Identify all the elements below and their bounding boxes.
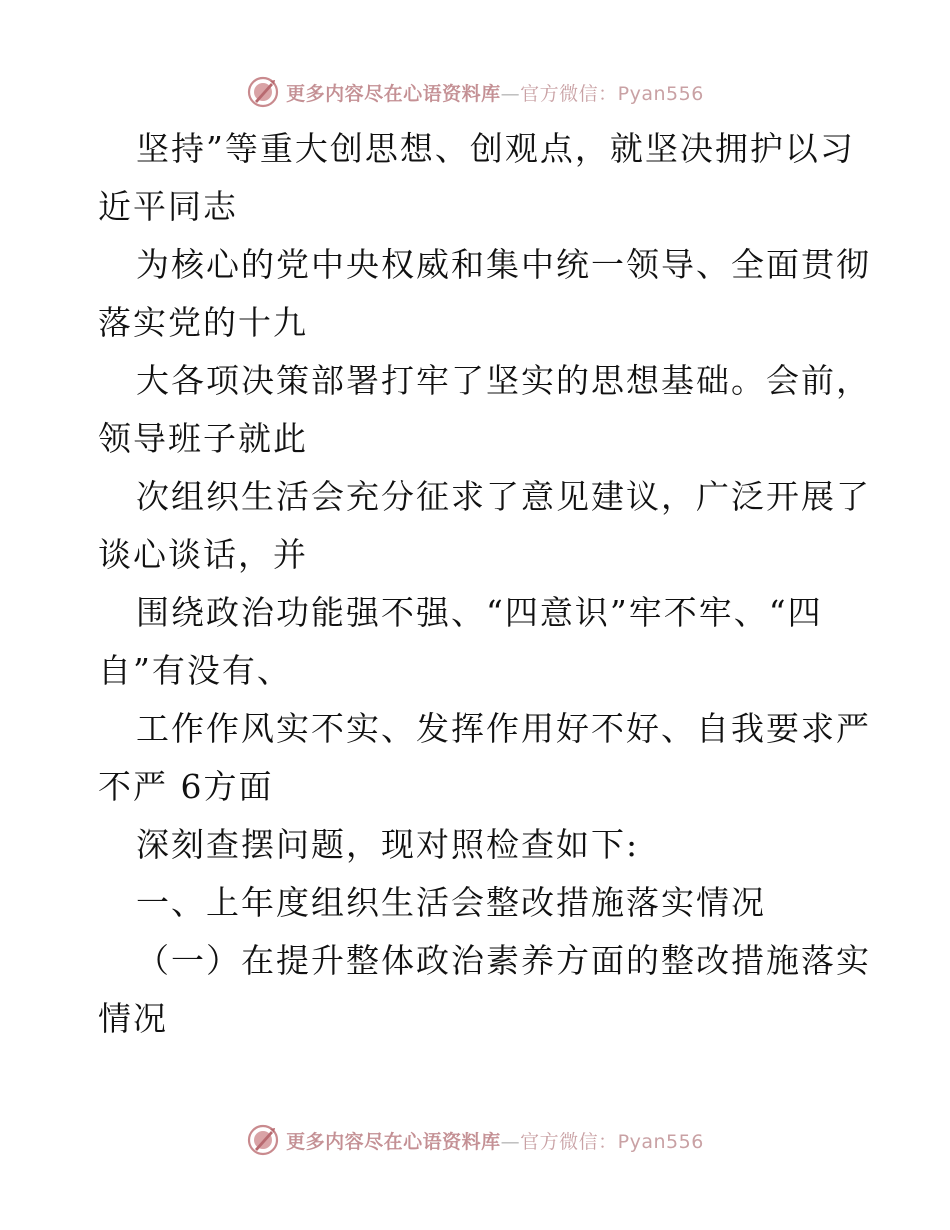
text-line: 落实党的十九 xyxy=(98,303,308,342)
watermark-main: 更多内容尽在心语资料库 xyxy=(286,1130,501,1153)
watermark-separator: — xyxy=(500,82,521,105)
quill-pen-seal-icon xyxy=(246,1123,280,1157)
text-line: 大各项决策部署打牢了坚实的思想基础。会前， xyxy=(136,361,871,400)
text-line: 不严 6方面 xyxy=(98,767,274,806)
document-body xyxy=(98,120,871,1048)
watermark-text xyxy=(286,79,704,106)
text-line: 自”有没有、 xyxy=(98,651,292,690)
text-line: 为核心的党中央权威和集中统一领导、全面贯彻 xyxy=(136,245,871,284)
watermark-contact: 官方微信：Pyan556 xyxy=(520,1130,704,1153)
text-line: 围绕政治功能强不强、“四意识”牢不牢、“四 xyxy=(136,593,823,632)
watermark-text xyxy=(286,1127,704,1154)
text-line: 深刻查摆问题，现对照检查如下: xyxy=(136,825,640,864)
watermark-separator: — xyxy=(500,1130,521,1153)
header-watermark xyxy=(0,72,950,112)
text-line: 工作作风实不实、发挥作用好不好、自我要求严 xyxy=(136,709,871,748)
text-line: 领导班子就此 xyxy=(98,419,308,458)
watermark-contact: 官方微信：Pyan556 xyxy=(520,82,704,105)
text-line: 次组织生活会充分征求了意见建议，广泛开展了 xyxy=(136,477,871,516)
text-line: 坚持”等重大创思想、创观点，就坚决拥护以习 xyxy=(136,129,855,168)
quill-pen-seal-icon xyxy=(246,75,280,109)
footer-watermark xyxy=(0,1120,950,1160)
text-line: 情况 xyxy=(98,999,168,1038)
text-line: 谈心谈话，并 xyxy=(98,535,308,574)
section-heading: 一、上年度组织生活会整改措施落实情况 xyxy=(136,883,766,922)
text-line: 近平同志 xyxy=(98,187,238,226)
subsection-heading: （一）在提升整体政治素养方面的整改措施落实 xyxy=(136,941,871,980)
watermark-main: 更多内容尽在心语资料库 xyxy=(286,82,501,105)
